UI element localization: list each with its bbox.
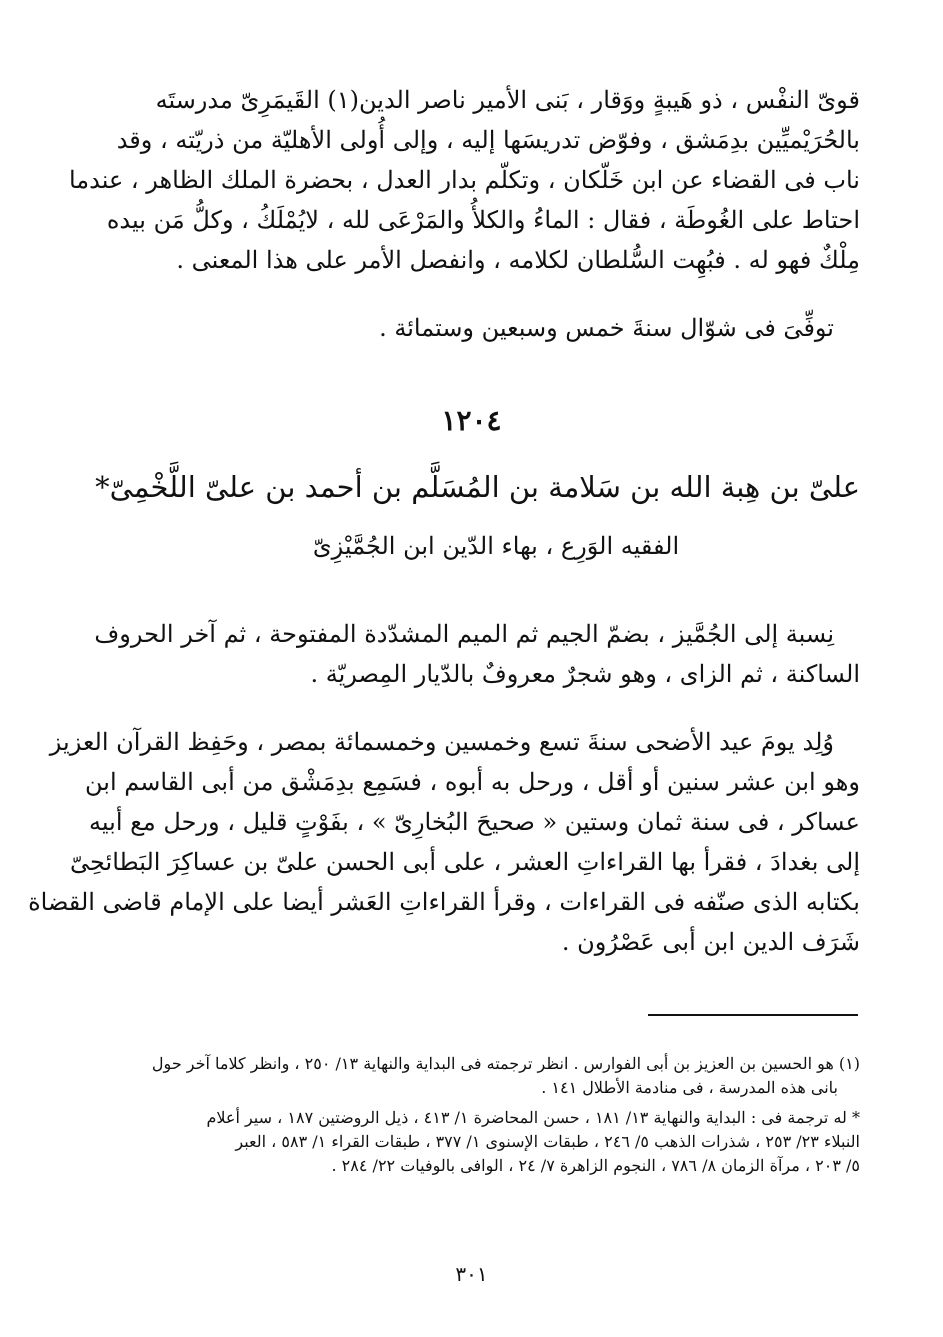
paragraph-biography [28, 722, 860, 962]
footnotes [132, 1052, 860, 1184]
text-line: بكتابه الذى صنّفه فى القراءات ، وقرأ القراءاتِ العَشر أيضا على الإمام قاضى القضاة [28, 888, 860, 916]
text-line: إلى بغدادَ ، فقرأ بها القراءاتِ العشر ، على أبى الحسن علىّ بن عساكِرَ البَطائحِىّ [70, 848, 860, 876]
footnote-1 [132, 1052, 860, 1100]
text-line: وُلِد يومَ عيد الأضحى سنةَ تسع وخمسين وخمسمائة بمصر ، وحَفِظ القرآن العزيز [49, 728, 834, 756]
footnote-line: * له ترجمة فى : البداية والنهاية ١٣/ ١٨١ ، حسن المحاضرة ١/ ٤١٣ ، ذيل الروضتين ١٨٧ ، سير أعلام [206, 1108, 860, 1127]
text-line: احتاط على الغُوطَة ، فقال : الماءُ والكلأُ والمَرْعَى لله ، لايُمْلَكُ ، وكلُّ مَن بيده [106, 206, 860, 234]
text-line: قوىّ النفْس ، ذو هَيبةٍ ووَقار ، بَنى الأمير ناصر الدين(١) القَيمَرِىّ مدرستَه [155, 86, 860, 114]
text-line: ناب فى القضاء عن ابن خَلّكان ، وتكلّم بدار العدل ، بحضرة الملك الظاهر ، عندما [68, 166, 860, 194]
footnote-line: ٥/ ٢٠٣ ، مرآة الزمان ٨/ ٧٨٦ ، النجوم الزاهرة ٧/ ٢٤ ، الوافى بالوفيات ٢٢/ ٢٨٤ . [331, 1156, 860, 1175]
text-line: بالحُرَيْميِّين بدِمَشق ، وفوّض تدريسَها إليه ، وإلى أُولى الأهليّة من ذريّته ، وقد [116, 126, 860, 154]
page-number: ٣٠١ [455, 1262, 488, 1286]
footnote-line: النبلاء ٢٣/ ٢٥٣ ، شذرات الذهب ٥/ ٢٤٦ ، طبقات الإسنوى ١/ ٣٧٧ ، طبقات القراء ١/ ٥٨٣ ، العبر [235, 1132, 860, 1151]
text-line: توفِّىَ فى شوّال سنةَ خمس وسبعين وستمائة . [379, 314, 834, 342]
text-line: شَرَف الدين ابن أبى عَصْرُون . [561, 928, 860, 956]
paragraph-continuation [68, 80, 860, 280]
paragraph-nisba [94, 614, 860, 694]
text-line: نِسبة إلى الجُمَّيز ، بضمّ الجيم ثم الميم المشدّدة المفتوحة ، ثم آخر الحروف [94, 620, 834, 648]
text-line: عساكر ، فى سنة ثمان وستين « صحيحَ البُخارِىّ » ، بفَوْتٍ قليل ، ورحل مع أبيه [89, 808, 860, 836]
text-line: مِلْكٌ فهو له . فبُهِت السُّلطان لكلامه ، وانفصل الأمر على هذا المعنى . [176, 246, 860, 274]
entry-subtitle: الفقيه الوَرِع ، بهاء الدّين ابن الجُمَّيْزِىّ [312, 532, 680, 560]
text-line: الساكنة ، ثم الزاى ، وهو شجرٌ معروفٌ بالدّيار المِصريّة . [310, 660, 860, 688]
footnote-2 [132, 1106, 860, 1178]
text-line: وهو ابن عشر سنين أو أقل ، ورحل به أبوه ، فسَمِع بدِمَشْق من أبى القاسم ابن [85, 768, 860, 796]
entry-number: ١٢٠٤ [441, 404, 502, 437]
footnote-divider [648, 1014, 858, 1016]
paragraph-death-date [132, 308, 860, 348]
footnote-line: (١) هو الحسين بن العزيز بن أبى الفوارس . انظر ترجمته فى البداية والنهاية ١٣/ ٢٥٠ ، وانظر كلاما آخر حول [151, 1054, 860, 1073]
footnote-line: بانى هذه المدرسة ، فى منادمة الأطلال ١٤١ . [541, 1078, 838, 1097]
entry-name: علىّ بن هِبة الله بن سَلامة بن المُسَلَّم بن أحمد بن علىّ اللَّخْمِىّ* [95, 470, 860, 504]
